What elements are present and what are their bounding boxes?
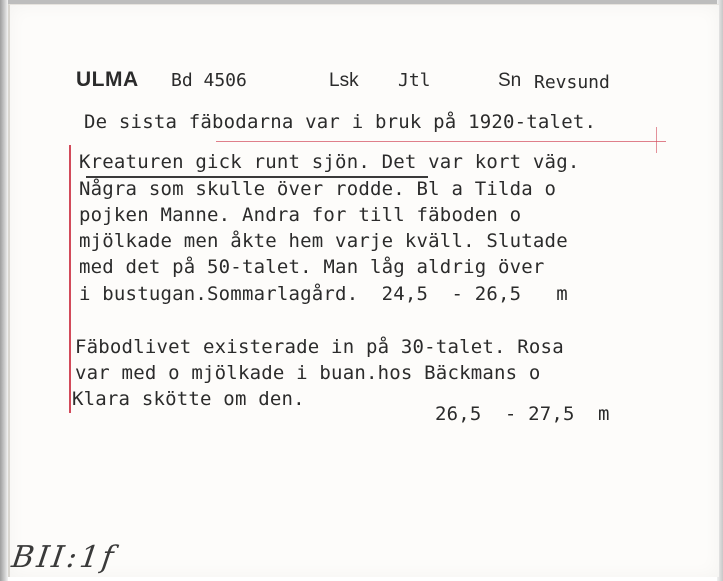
text-line-7: i bustugan.Sommarlagård. 24,5 - 26,5 m xyxy=(79,283,568,305)
text-line-4: pojken Manne. Andra for till fäboden o xyxy=(79,204,522,226)
text-line-2: Kreaturen gick runt sjön. Det var kort väg. xyxy=(79,151,580,173)
margin-rule-horizontal xyxy=(216,141,666,142)
parish-label: Sn xyxy=(498,70,522,91)
text-line-8: Fäbodlivet existerade in på 30-talet. Rosa xyxy=(75,336,564,358)
margin-rule-vertical xyxy=(69,145,71,413)
record-number: Bd 4506 xyxy=(171,70,247,91)
text-line-1: De sista fäbodarna var i bruk på 1920-talet. xyxy=(84,111,597,133)
text-line-5: mjölkade men åkte hem varje kväll. Slutade xyxy=(79,230,568,252)
landskap-label: Lsk xyxy=(329,70,359,91)
margin-rule-tick xyxy=(656,127,657,153)
text-line-3: Några som skulle över rodde. Bl a Tilda o xyxy=(79,178,557,200)
text-line-11: 26,5 - 27,5 m xyxy=(435,403,610,425)
handwritten-signature: BII:1f xyxy=(9,540,119,575)
scan-edge-left xyxy=(0,0,8,581)
text-line-6: med det på 50-talet. Man låg aldrig över xyxy=(79,256,545,278)
archive-code: ULMA xyxy=(76,68,139,91)
text-line-10: Klara skötte om den. xyxy=(72,388,305,410)
card-header xyxy=(76,68,656,96)
parish-value: Revsund xyxy=(534,72,610,93)
text-line-9: var med o mjölkade i buan.hos Bäckmans o xyxy=(75,362,541,384)
landskap-value: Jtl xyxy=(398,70,431,91)
